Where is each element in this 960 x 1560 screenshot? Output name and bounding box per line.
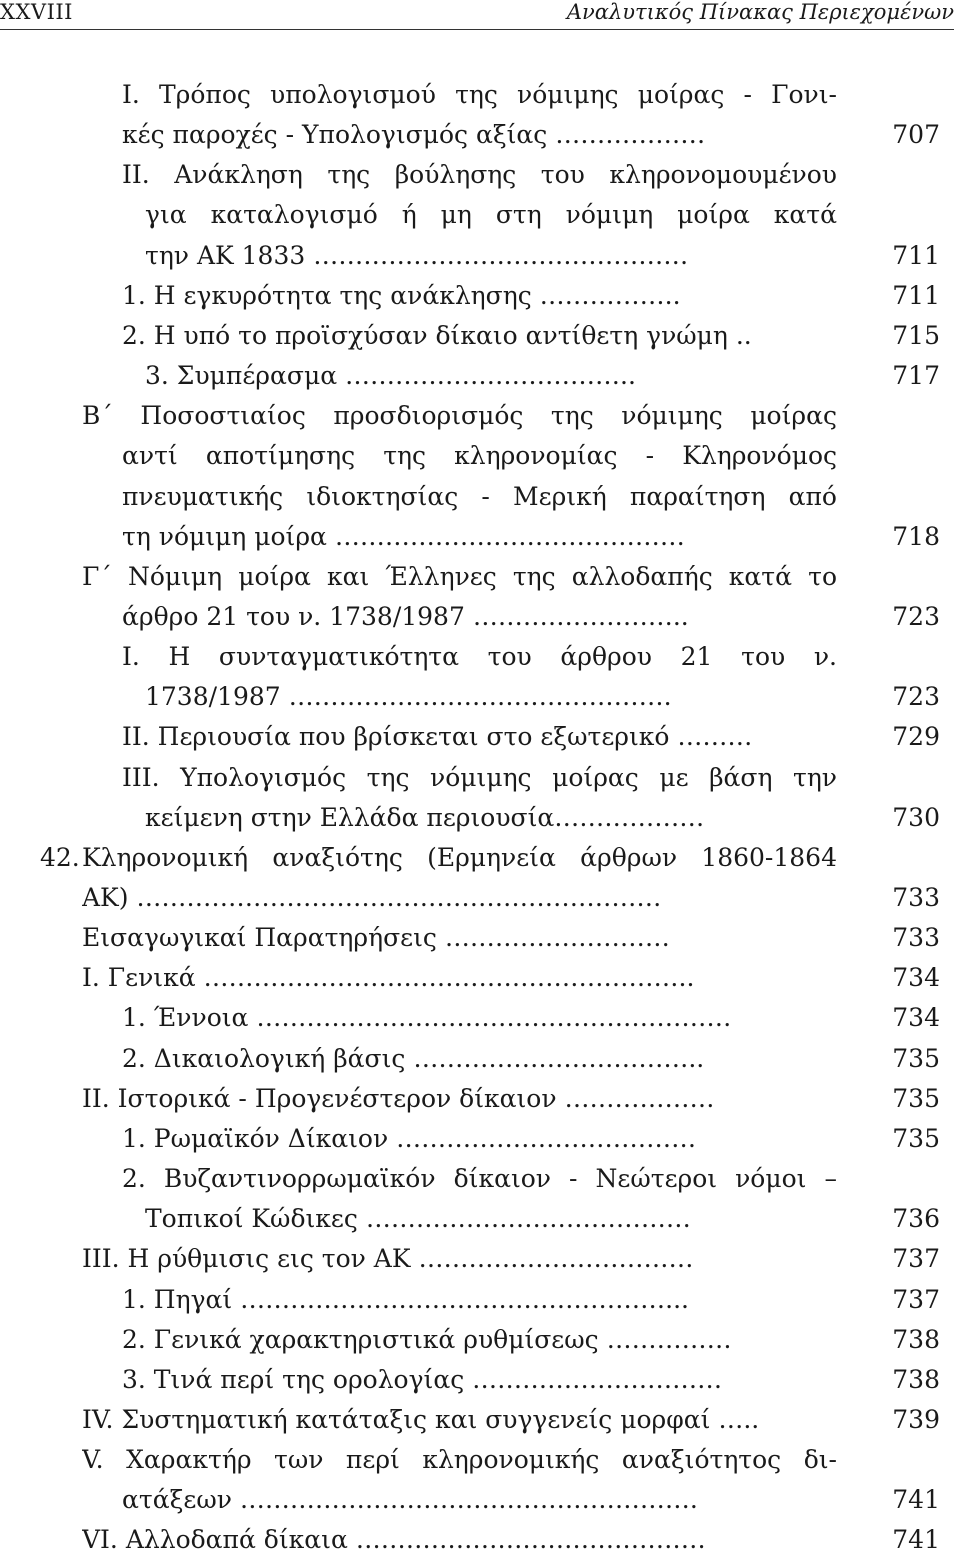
toc-entry-line bbox=[0, 918, 960, 958]
toc-entry-line bbox=[0, 276, 960, 316]
toc-page-number: 735 bbox=[892, 1083, 940, 1113]
toc-entry-line bbox=[0, 115, 960, 155]
toc-page-number: 738 bbox=[892, 1324, 940, 1354]
toc-entry-text: ατάξεων ………………………………………………. bbox=[122, 1485, 698, 1515]
toc-entry-line bbox=[0, 356, 960, 396]
toc-entry-line bbox=[0, 1280, 960, 1320]
toc-entry-line bbox=[0, 958, 960, 998]
toc-page-number: 738 bbox=[892, 1364, 940, 1394]
toc-entry-line bbox=[0, 798, 960, 838]
toc-entry-text: II. Ανάκληση της βούλησης του κληρονομουμένου bbox=[122, 160, 837, 190]
toc-entry-line bbox=[0, 557, 960, 597]
toc-entry-line bbox=[0, 1239, 960, 1279]
toc-entry-line bbox=[0, 597, 960, 637]
toc-entry-text: VI. Αλλοδαπά δίκαια …………………………………… bbox=[82, 1525, 706, 1555]
toc-entry-line bbox=[0, 1360, 960, 1400]
toc-page-number: 729 bbox=[892, 722, 940, 752]
toc-entry-line bbox=[0, 1400, 960, 1440]
toc-entry-text: Γ΄ Νόμιμη μοίρα και Έλληνες της αλλοδαπής κατά το bbox=[82, 561, 837, 591]
toc-entry-text: Τοπικοί Κώδικες ………………………………… bbox=[145, 1204, 691, 1234]
toc-entry-line bbox=[0, 195, 960, 235]
toc-page-number: 723 bbox=[892, 601, 940, 631]
toc-page-number: 741 bbox=[892, 1485, 940, 1515]
toc-entry-text: I. Γενικά ………………………………………………….. bbox=[82, 963, 695, 993]
toc-entry-text: άρθρο 21 του ν. 1738/1987 …………………….. bbox=[122, 601, 689, 631]
toc-entry-text: 1. Η εγκυρότητα της ανάκλησης …………….. bbox=[122, 280, 681, 310]
toc-entry-text: την ΑΚ 1833 ……………………………………… bbox=[145, 240, 689, 270]
toc-entry-line bbox=[0, 717, 960, 757]
running-title: Αναλυτικός Πίνακας Περιεχομένων bbox=[566, 0, 954, 24]
toc-entry-text: ΑΚ) ……………………………………………………… bbox=[82, 883, 662, 912]
toc-entry-text: V. Χαρακτήρ των περί κληρονομικής αναξιότητος δι- bbox=[82, 1445, 837, 1475]
toc-page-number: 733 bbox=[892, 923, 940, 953]
toc-entry-line bbox=[0, 1039, 960, 1079]
toc-entry-text: κείμενη στην Ελλάδα περιουσία……………… bbox=[145, 802, 705, 832]
toc-entry-line bbox=[0, 236, 960, 276]
toc-entry-text: 1. Ρωμαϊκόν Δίκαιον ……………………………… bbox=[122, 1123, 697, 1153]
toc-entry-line bbox=[0, 838, 960, 878]
toc-entry-line bbox=[0, 155, 960, 195]
toc-entry-text: IV. Συστηματική κατάταξις και συγγενείς μορφαί ….. bbox=[82, 1404, 760, 1434]
toc-entry-line bbox=[0, 758, 960, 798]
toc-page-number: 730 bbox=[892, 802, 940, 832]
toc-page-number: 718 bbox=[892, 521, 940, 551]
toc-page-number: 741 bbox=[892, 1525, 940, 1555]
toc-entry-text: I. Η συνταγματικότητα του άρθρου 21 του ν. bbox=[122, 642, 837, 672]
toc-entry-line bbox=[0, 677, 960, 717]
toc-entry-line bbox=[0, 1199, 960, 1239]
toc-entry-text: 2. Δικαιολογική βάσις …………………………….. bbox=[122, 1043, 705, 1073]
section-number: 42. bbox=[40, 842, 80, 872]
toc-page-number: 723 bbox=[892, 682, 940, 712]
toc-entry-line bbox=[0, 436, 960, 476]
toc-entry-text: 1738/1987 ………………………………………. bbox=[145, 682, 672, 712]
toc-page-number: 717 bbox=[892, 361, 940, 391]
toc-entry-line bbox=[0, 1159, 960, 1199]
toc-entry-text: για καταλογισμό ή μη στη νόμιμη μοίρα κατά bbox=[145, 200, 837, 230]
toc-entry-text: πνευματικής ιδιοκτησίας - Μερική παραίτηση από bbox=[122, 481, 837, 511]
toc-entry-text: II. Περιουσία που βρίσκεται στο εξωτερικό ……… bbox=[122, 722, 753, 752]
page-number-roman: XXVIII bbox=[0, 0, 73, 24]
toc-entry-text: I. Τρόπος υπολογισμού της νόμιμης μοίρας - Γονι- bbox=[122, 80, 837, 109]
toc-entry-text: II. Ιστορικά - Προγενέστερον δίκαιον ……………… bbox=[82, 1083, 715, 1113]
toc-entry-text: III. Υπολογισμός της νόμιμης μοίρας με βάση την bbox=[122, 762, 837, 792]
toc-page-number: 739 bbox=[892, 1404, 940, 1434]
toc-entry-line bbox=[0, 1320, 960, 1360]
toc-page-number: 734 bbox=[892, 1003, 940, 1033]
toc-page-number: 736 bbox=[892, 1204, 940, 1234]
toc-entry-text: 2. Γενικά χαρακτηριστικά ρυθμίσεως …………… bbox=[122, 1324, 732, 1354]
toc-entry-text: 1. Πηγαί ……………………………………………... bbox=[122, 1284, 689, 1314]
toc-entry-text: 2. Η υπό το προϊσχύσαν δίκαιο αντίθετη γνώμη .. bbox=[122, 320, 752, 350]
running-header bbox=[0, 0, 960, 26]
toc-entry-line bbox=[0, 1520, 960, 1560]
toc-entry-text: τη νόμιμη μοίρα …………………………………… bbox=[122, 521, 685, 551]
toc-page-number: 737 bbox=[892, 1244, 940, 1274]
toc-entry-text: Κληρονομική αναξιότης (Ερμηνεία άρθρων 1860-1864 bbox=[82, 842, 837, 872]
toc-entry-text: 3. Τινά περί της ορολογίας ………………………… bbox=[122, 1364, 723, 1394]
toc-page-number: 735 bbox=[892, 1123, 940, 1153]
toc-page-number: 711 bbox=[892, 240, 940, 270]
toc-entry-text: αντί αποτίμησης της κληρονομίας - Κληρονόμος bbox=[122, 441, 837, 471]
toc-entry-line bbox=[0, 517, 960, 557]
toc-page-number: 735 bbox=[892, 1043, 940, 1073]
toc-entry-line bbox=[0, 998, 960, 1038]
toc-entry-line bbox=[0, 1440, 960, 1480]
toc-page-number: 715 bbox=[892, 320, 940, 350]
toc-entry-text: 2. Βυζαντινορρωμαϊκόν δίκαιον - Νεώτεροι νόμοι – bbox=[122, 1164, 837, 1194]
toc-entry-line bbox=[0, 477, 960, 517]
toc-entry-line bbox=[0, 637, 960, 677]
toc-entry-text: III. Η ρύθμισις εις τον ΑΚ …………………………… bbox=[82, 1244, 694, 1274]
toc-entry-line bbox=[0, 1079, 960, 1119]
toc-page-number: 734 bbox=[892, 963, 940, 993]
toc-entry-line bbox=[0, 878, 960, 918]
toc-entry-line bbox=[0, 75, 960, 115]
toc-entry-text: 1. Έννοια ………………………………………………… bbox=[122, 1003, 732, 1033]
toc-entry-line bbox=[0, 316, 960, 356]
toc-entry-text: κές παροχές - Υπολογισμός αξίας ……………… bbox=[122, 120, 706, 150]
toc-page-number: 711 bbox=[892, 280, 940, 310]
toc-page-number: 737 bbox=[892, 1284, 940, 1314]
toc-entry-line bbox=[0, 1480, 960, 1520]
toc-page-number: 707 bbox=[892, 120, 940, 150]
toc-page-number: 733 bbox=[892, 883, 940, 912]
toc-entry-text: Β΄ Ποσοστιαίος προσδιορισμός της νόμιμης μοίρας bbox=[82, 401, 837, 431]
toc-entry-text: 3. Συμπέρασμα …………………………….. bbox=[145, 361, 636, 391]
toc-entry-line bbox=[0, 396, 960, 436]
toc-entry-line bbox=[0, 1119, 960, 1159]
toc-entry-text: Εισαγωγικαί Παρατηρήσεις ……………………… bbox=[82, 923, 670, 953]
header-rule bbox=[0, 29, 954, 30]
